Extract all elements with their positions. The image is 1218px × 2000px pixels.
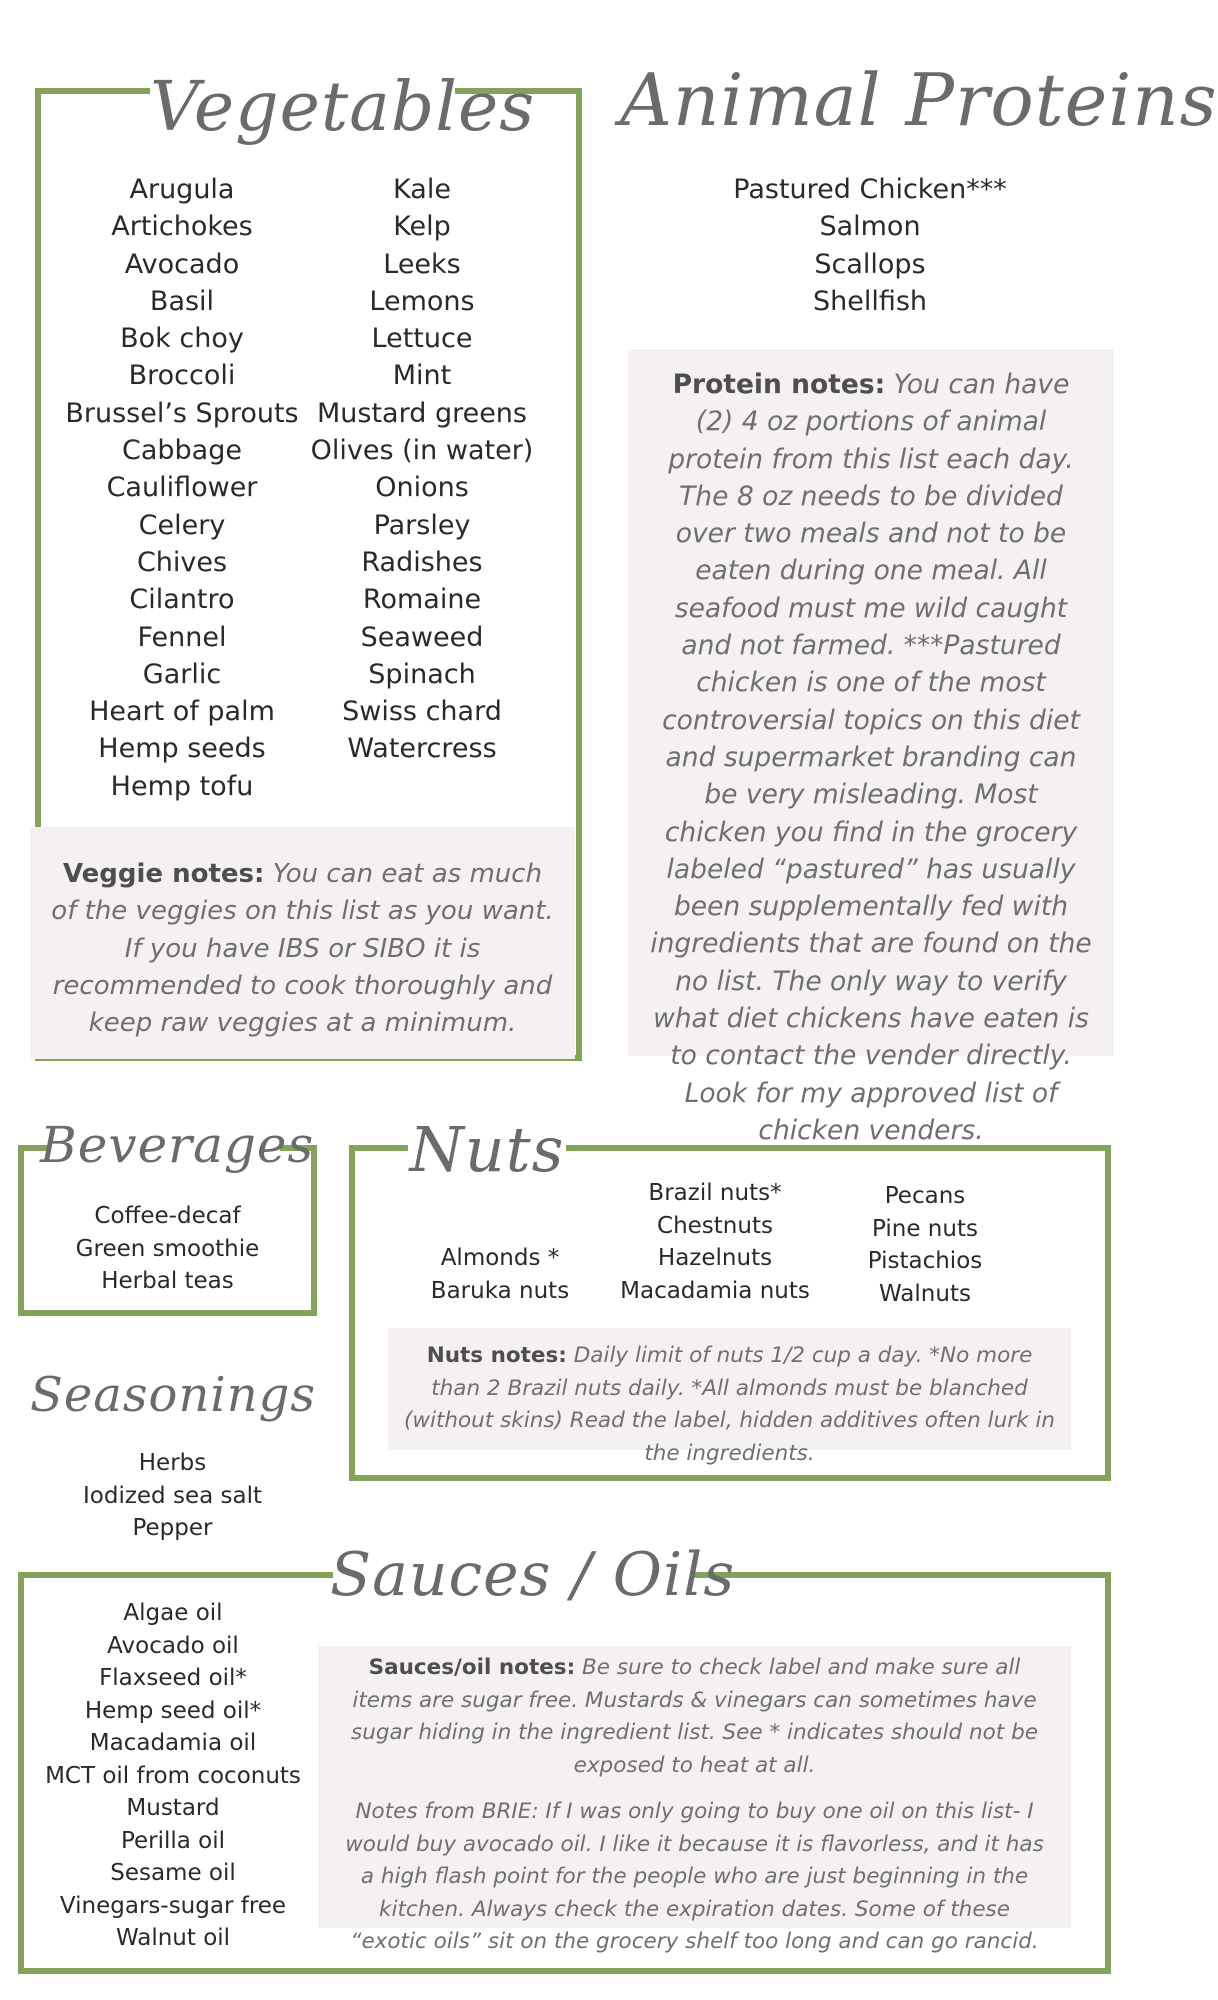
list-item: Avocado <box>124 248 240 280</box>
list-item: Brussel’s Sprouts <box>65 397 299 429</box>
list-item: Hazelnuts <box>657 1245 773 1271</box>
list-item: Scallops <box>814 248 926 280</box>
list-item: Pastured Chicken*** <box>733 174 1007 205</box>
nuts-list-col2 <box>605 1177 825 1307</box>
vegetables-list-col2 <box>302 171 542 768</box>
protein-notes-label: Protein notes: <box>672 369 886 400</box>
list-item: Cabbage <box>122 435 242 467</box>
vegetables-title: Vegetables <box>150 68 536 147</box>
list-item: Arugula <box>129 174 235 205</box>
beverages-list <box>30 1200 305 1298</box>
list-item: Artichokes <box>111 211 253 243</box>
list-item: Onions <box>375 472 469 504</box>
seasonings-title: Seasonings <box>30 1367 316 1423</box>
list-item: Avocado oil <box>107 1632 239 1659</box>
list-item: Perilla oil <box>120 1827 226 1854</box>
nuts-title: Nuts <box>409 1113 565 1186</box>
animal-proteins-title: Animal Proteins <box>620 58 1218 142</box>
list-item: Pistachios <box>867 1248 983 1274</box>
nuts-list-col1 <box>410 1242 590 1307</box>
list-item: Lemons <box>369 285 475 317</box>
nuts-notes <box>388 1328 1071 1466</box>
brie-notes-text: Notes from BRIE: If I was only going to buy one oil on this list- I would buy avocado oil. I like it because it is flavorless, and it has a high flash point for the people who are just beginning in the kitchen. Always check the expiration dates. Some of these “exotic oils” sit on the grocery shelf too long and can go rancid. <box>345 1799 1044 1954</box>
nuts-notes-text: Daily limit of nuts 1/2 cup a day. *No more than 2 Brazil nuts daily. *All almonds must be blanched (without skins) Read the label, hidden additives often lurk in the ingredients. <box>404 1343 1055 1466</box>
list-item: Romaine <box>362 584 482 616</box>
list-item: Leeks <box>383 248 461 280</box>
veggie-notes <box>30 827 575 1059</box>
proteins-list <box>660 171 1080 320</box>
list-item: Swiss chard <box>342 696 502 728</box>
list-item: Algae oil <box>123 1600 223 1626</box>
list-item: Walnut oil <box>115 1925 231 1951</box>
sauces-title: Sauces / Oils <box>330 1540 736 1610</box>
list-item: MCT oil from coconuts <box>45 1762 301 1789</box>
list-item: Flaxseed oil* <box>99 1665 247 1691</box>
protein-notes <box>628 349 1114 1146</box>
list-item: Broccoli <box>128 360 236 392</box>
list-item: Parsley <box>373 509 471 541</box>
list-item: Walnuts <box>879 1280 971 1307</box>
list-item: Celery <box>138 509 226 541</box>
nuts-list-col3 <box>840 1180 1010 1310</box>
list-item: Almonds * <box>440 1245 560 1271</box>
list-item: Brazil nuts* <box>648 1180 782 1206</box>
sauces-notes <box>318 1646 1071 1954</box>
list-item: Seaweed <box>360 621 484 653</box>
list-item: Macadamia nuts <box>620 1277 810 1304</box>
sauces-notes-text: Be sure to check label and make sure all items are sugar free. Mustards & vinegars can sometimes have sugar hiding in the ingredient list. See * indicates should not be exposed to heat at all. <box>351 1655 1038 1778</box>
list-item: Mustard <box>126 1795 220 1821</box>
list-item: Hemp tofu <box>110 770 254 802</box>
list-item: Pepper <box>132 1515 213 1541</box>
list-item: Chestnuts <box>657 1212 773 1239</box>
list-item: Heart of palm <box>89 696 275 728</box>
list-item: Mustard greens <box>316 397 527 429</box>
sauces-list <box>28 1597 318 1955</box>
list-item: Vinegars-sugar free <box>59 1892 287 1919</box>
list-item: Herbal teas <box>101 1268 234 1294</box>
list-item: Watercress <box>347 733 497 765</box>
list-item: Mint <box>392 360 452 392</box>
list-item: Herbs <box>138 1450 207 1476</box>
list-item: Basil <box>149 285 215 317</box>
nuts-notes-label: Nuts notes: <box>426 1343 567 1368</box>
list-item: Fennel <box>137 621 227 653</box>
list-item: Cilantro <box>129 584 235 616</box>
list-item: Garlic <box>142 658 222 690</box>
list-item: Lettuce <box>371 323 473 355</box>
veggie-notes-label: Veggie notes: <box>62 859 265 889</box>
protein-notes-text: You can have (2) 4 oz portions of animal protein from this list each day. The 8 oz needs to be divided over two meals and not to be eaten during one meal. All seafood must me wild caught and not farmed. ***Pastured chicken is one of the most controversial topics on this diet and supermarket branding can be very misleading. Most chicken you find in the grocery labeled “pastured” has usually been supplementally fed with ingredients that are found on the no list. The only way to verify what diet chickens have eaten is to contact the vender directly. Look for my approved list of chicken venders. <box>650 369 1092 1146</box>
list-item: Radishes <box>361 546 483 578</box>
veggie-notes-text: You can eat as much of the veggies on this list as you want. If you have IBS or SIBO it is recommended to cook thoroughly and keep raw veggies at a minimum. <box>51 859 554 1039</box>
seasonings-list <box>30 1447 315 1545</box>
list-item: Pine nuts <box>872 1215 978 1242</box>
list-item: Kelp <box>393 211 451 243</box>
list-item: Chives <box>136 546 228 578</box>
list-item: Green smoothie <box>75 1235 260 1262</box>
list-item: Kale <box>393 174 451 205</box>
list-item: Spinach <box>368 658 476 690</box>
list-item: Cauliflower <box>106 472 258 504</box>
beverages-title: Beverages <box>40 1116 315 1174</box>
vegetables-list-col1 <box>62 171 302 805</box>
list-item: Pecans <box>884 1183 966 1209</box>
list-item: Macadamia oil <box>89 1730 257 1756</box>
list-item: Shellfish <box>812 285 928 317</box>
list-item: Salmon <box>819 211 921 243</box>
sauces-notes-label: Sauces/oil notes: <box>368 1655 576 1680</box>
list-item: Olives (in water) <box>310 435 534 467</box>
list-item: Sesame oil <box>110 1860 236 1886</box>
list-item: Baruka nuts <box>430 1277 570 1304</box>
list-item: Hemp seed oil* <box>84 1697 262 1724</box>
list-item: Bok choy <box>120 323 244 355</box>
list-item: Coffee-decaf <box>94 1203 241 1229</box>
list-item: Hemp seeds <box>98 733 266 765</box>
list-item: Iodized sea salt <box>82 1482 262 1509</box>
